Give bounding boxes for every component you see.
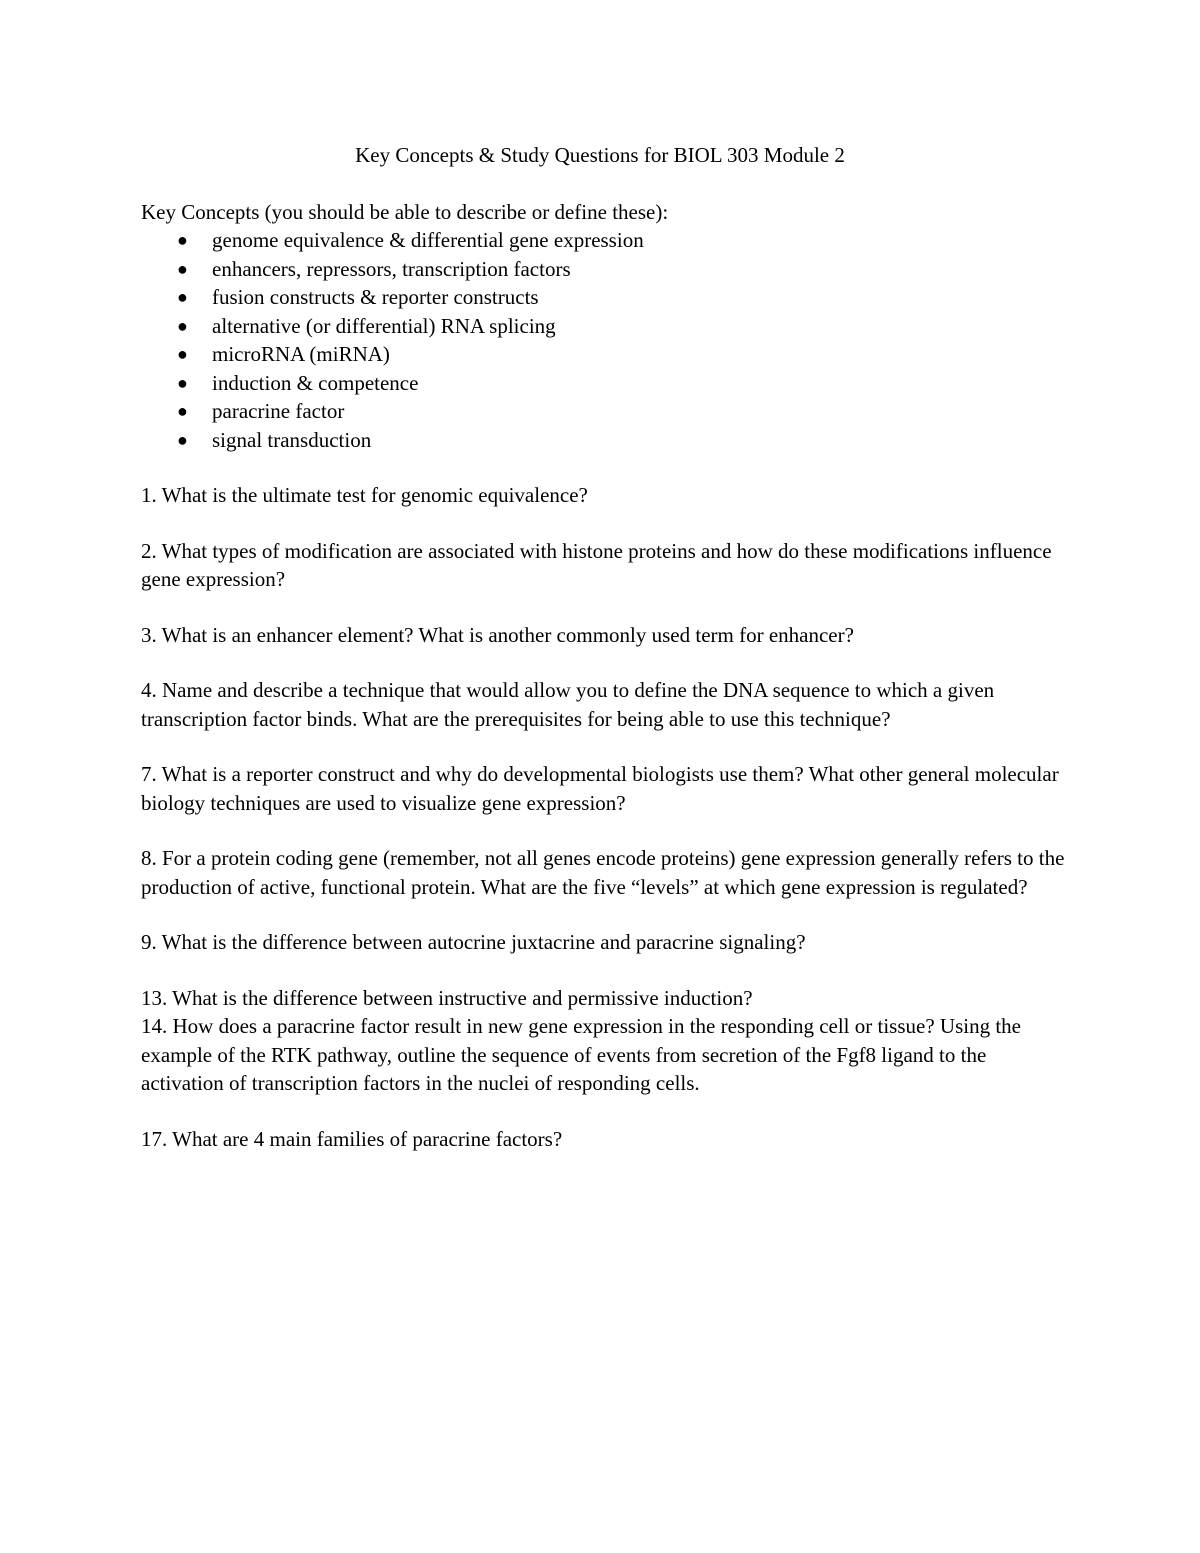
bullet-icon: ● (177, 401, 188, 421)
list-item (141, 226, 1071, 255)
concept-text: microRNA (miRNA) (212, 342, 390, 366)
list-item (141, 255, 1071, 284)
bullet-icon: ● (177, 344, 188, 364)
question-4: 4. Name and describe a technique that would allow you to define the DNA sequence to which a given transcription factor binds. What are the prerequisites for being able to use this technique? (141, 678, 995, 731)
concept-text: genome equivalence & differential gene expression (212, 228, 644, 252)
list-item (141, 397, 1071, 426)
concept-text: induction & competence (212, 370, 419, 395)
question-9: 9. What is the difference between autocrine juxtacrine and paracrine signaling? (141, 930, 806, 954)
document-title: Key Concepts & Study Questions for BIOL 303 Module 2 (355, 143, 845, 167)
concept-text: alternative (or differential) RNA splicing (212, 313, 556, 338)
document-body (141, 141, 1071, 1180)
list-item (141, 426, 1071, 455)
list-item (141, 283, 1071, 312)
question-13: 13. What is the difference between instructive and permissive induction? (141, 985, 753, 1010)
list-item (141, 340, 1071, 369)
bullet-icon: ● (177, 372, 188, 393)
question-7: 7. What is a reporter construct and why do developmental biologists use them? What other general molecular biology techniques are used to visualize gene expression? (141, 762, 1059, 815)
bullet-icon: ● (177, 258, 188, 279)
question-2: 2. What types of modification are associated with histone proteins and how do these modifications influence gene expression? (141, 538, 1052, 591)
question-1: 1. What is the ultimate test for genomic equivalence? (141, 483, 588, 507)
bullet-icon: ● (177, 429, 188, 450)
question-14: 14. How does a paracrine factor result in new gene expression in the responding cell or tissue? Using the example of the RTK pathway, outline the sequence of events from secretion of the Fgf8 ligand to the activation of transcription factors in the nuclei of responding cells. (141, 1014, 1021, 1095)
question-3: 3. What is an enhancer element? What is another commonly used term for enhancer? (141, 622, 854, 647)
concept-text: signal transduction (212, 427, 372, 452)
bullet-icon: ● (177, 287, 188, 307)
list-item (141, 312, 1071, 341)
concept-text: paracrine factor (212, 399, 345, 423)
list-item (141, 369, 1071, 398)
concept-text: fusion constructs & reporter constructs (212, 285, 539, 309)
key-concepts-heading: Key Concepts (you should be able to describe or define these): (141, 199, 669, 224)
question-17: 17. What are 4 main families of paracrine factors? (141, 1126, 563, 1151)
concept-text: enhancers, repressors, transcription factors (212, 256, 571, 281)
key-concepts-list (141, 226, 1071, 454)
bullet-icon: ● (177, 230, 188, 250)
bullet-icon: ● (177, 315, 188, 336)
question-8: 8. For a protein coding gene (remember, not all genes encode proteins) gene expression generally refers to the production of active, functional protein. What are the five “levels” at which gene expression is regulated? (141, 846, 1065, 899)
